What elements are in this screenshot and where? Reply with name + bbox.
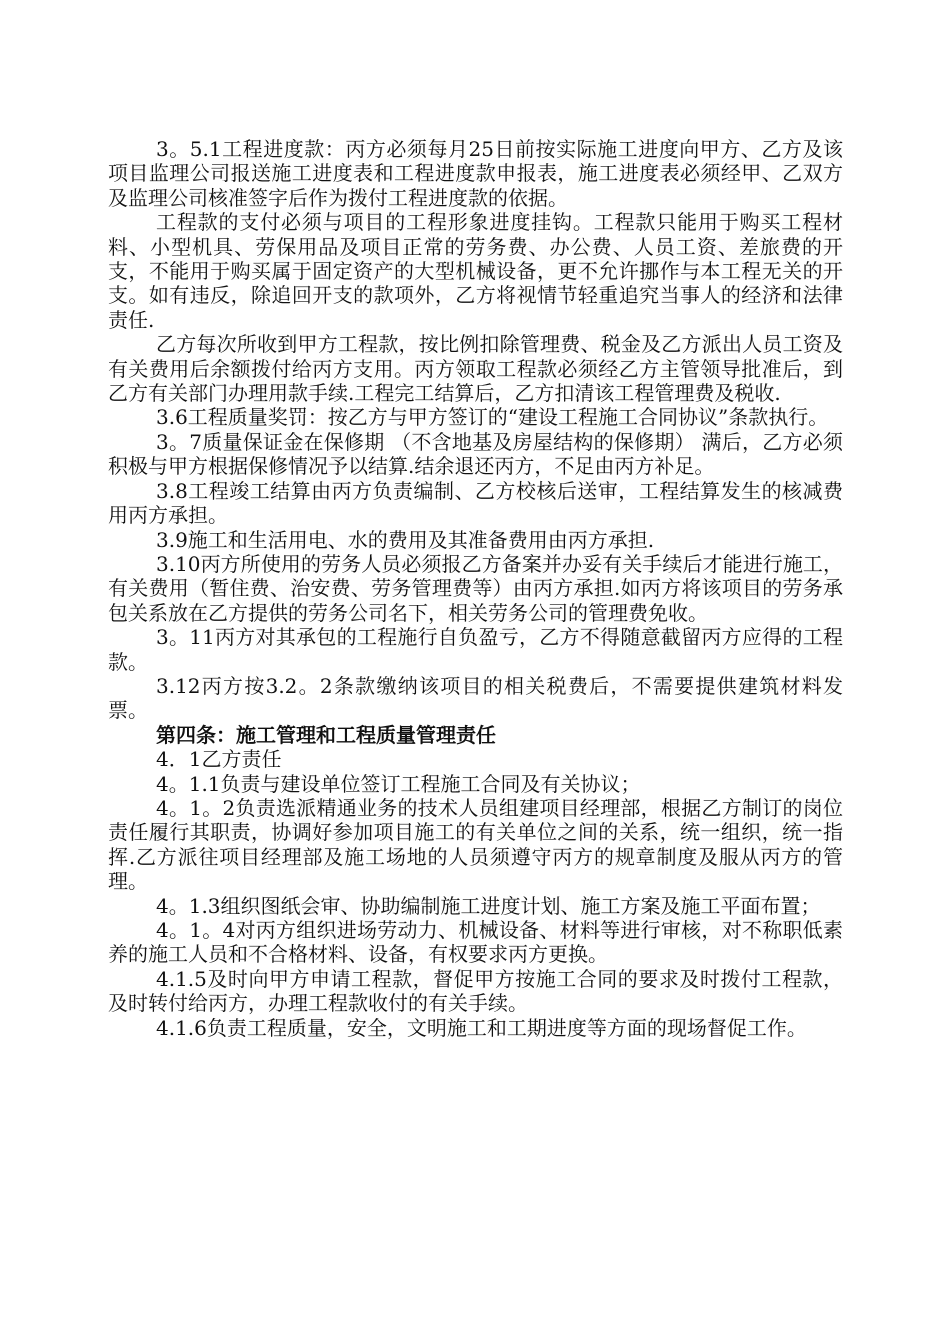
document-body [108,137,843,1040]
paragraph-4-1-4: 4。1。4对丙方组织进场劳动力、机械设备、材料等进行审核，对不称职低素养的施工人员和不合格材料、设备，有权要求丙方更换。 [108,918,843,967]
paragraph-3-8: 3.8工程竣工结算由丙方负责编制、乙方校核后送审，工程结算发生的核减费用丙方承担。 [108,478,843,528]
paragraph-4-1-6: 4.1.6负责工程质量，安全，文明施工和工期进度等方面的现场督促工作。 [156,1015,807,1040]
paragraph-4-1: 4．1乙方责任 [156,747,282,772]
paragraph-payment-linkage: 工程款的支付必须与项目的工程形象进度挂钩。工程款只能用于购买工程材料、小型机具、劳保用品及项目正常的劳务费、办公费、人员工资、差旅费的开支，不能用于购买属于固定资产的大型机械设备，更不允许挪作与本工程无关的开支。如有违反，除追回开支的款项外，乙方将视情节轻重追究当事人的经济和法律责任. [108,210,843,332]
paragraph-3-7: 3。7质量保证金在保修期 （不含地基及房屋结构的保修期） 满后，乙方必须积极与甲方根据保修情况予以结算.结余退还丙方，不足由丙方补足。 [108,429,843,479]
paragraph-4-1-1: 4。1.1负责与建设单位签订工程施工合同及有关协议； [156,771,641,796]
paragraph-3-12: 3.12丙方按3.2。2条款缴纳该项目的相关税费后，不需要提供建筑材料发票。 [108,673,843,723]
paragraph-4-1-2: 4。1。2负责选派精通业务的技术人员组建项目经理部，根据乙方制订的岗位责任履行其职责，协调好参加项目施工的有关单位之间的关系，统一组织，统一指挥.乙方派往项目经理部及施工场地的人员须遵守丙方的规章制度及服从丙方的管理。 [108,795,843,894]
paragraph-3-9: 3.9施工和生活用电、水的费用及其准备费用由丙方承担. [156,527,655,552]
paragraph-3-6: 3.6工程质量奖罚：按乙方与甲方签订的“建设工程施工合同协议”条款执行。 [156,405,829,430]
section-heading-article-4: 第四条：施工管理和工程质量管理责任 [156,722,496,747]
paragraph-4-1-3: 4。1.3组织图纸会审、协助编制施工进度计划、施工方案及施工平面布置； [156,893,821,918]
paragraph-4-1-5: 4.1.5及时向甲方申请工程款，督促甲方按施工合同的要求及时拨付工程款，及时转付给丙方，办理工程款收付的有关手续。 [108,966,843,1016]
paragraph-payment-disbursement: 乙方每次所收到甲方工程款，按比例扣除管理费、税金及乙方派出人员工资及有关费用后余额拨付给丙方支用。丙方领取工程款必须经乙方主管领导批准后，到乙方有关部门办理用款手续.工程完工结算后，乙方扣清该工程管理费及税收. [108,332,843,406]
paragraph-3-11: 3。11丙方对其承包的工程施行自负盈亏，乙方不得随意截留丙方应得的工程款。 [108,625,843,674]
paragraph-3-10: 3.10丙方所使用的劳务人员必须报乙方备案并办妥有关手续后才能进行施工，有关费用（暂住费、治安费、劳务管理费等）由丙方承担.如丙方将该项目的劳务承包关系放在乙方提供的劳务公司名下，相关劳务公司的管理费免收。 [108,551,843,625]
paragraph-3-5-1: 3。5.1工程进度款：丙方必须每月25日前按实际施工进度向甲方、乙方及该项目监理公司报送施工进度表和工程进度款申报表，施工进度表必须经甲、乙双方及监理公司核准签字后作为拨付工程进度款的依据。 [108,137,843,210]
